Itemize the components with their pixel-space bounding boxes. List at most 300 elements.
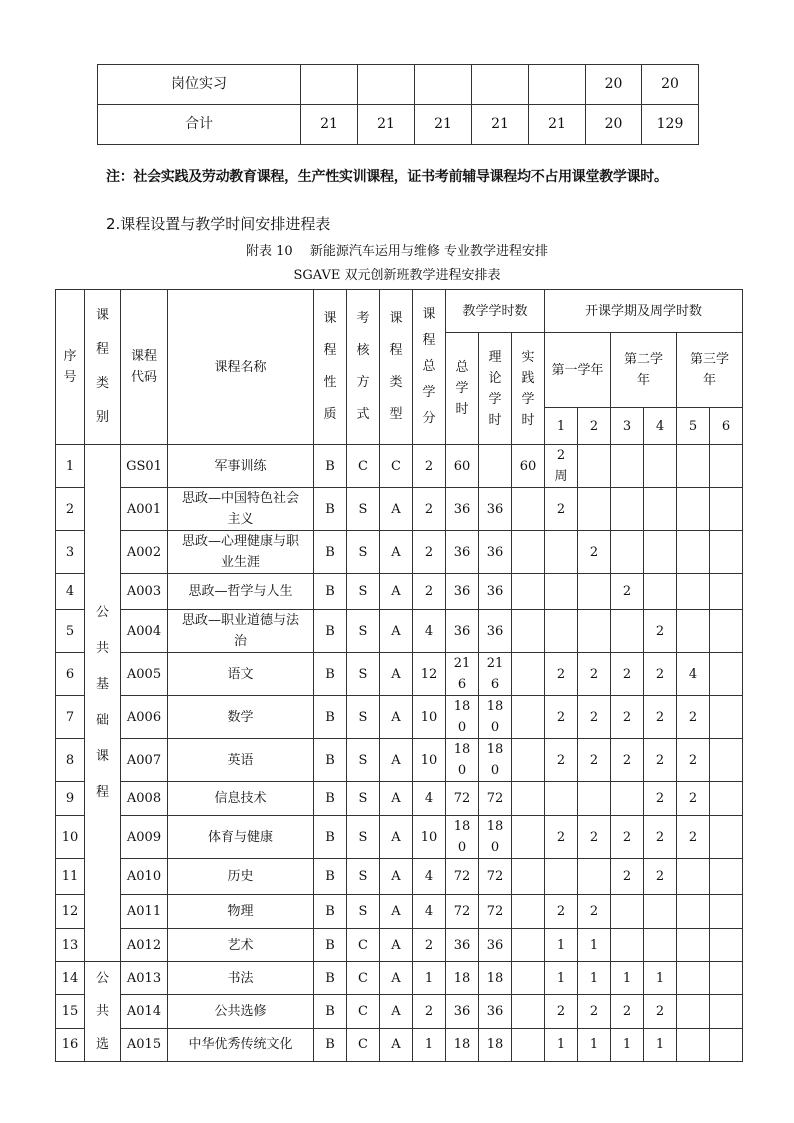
- course-code: A005: [121, 653, 168, 696]
- practice-hours: [512, 929, 545, 962]
- practice-hours: [512, 739, 545, 782]
- total-hours: 36: [446, 995, 479, 1028]
- semester-hours-6: [710, 895, 743, 929]
- row-number: 3: [56, 531, 85, 574]
- semester-hours-2: [578, 782, 611, 816]
- semester-hours-3: [611, 488, 644, 531]
- header-category: 课程类别: [85, 290, 121, 445]
- semester-hours-6: [710, 445, 743, 488]
- header-exam: 考核方式: [347, 290, 380, 445]
- total-hours: 36: [446, 488, 479, 531]
- header-year2: 第二学年: [611, 333, 677, 408]
- course-credits: 4: [413, 895, 446, 929]
- course-credits: 2: [413, 445, 446, 488]
- table-subcaption: SGAVE 双元创新班教学进程安排表: [293, 268, 501, 283]
- course-code: A015: [121, 1028, 168, 1061]
- note-text: 注：社会实践及劳动教育课程，生产性实训课程，证书考前辅导课程均不占用课堂教学课时。: [106, 169, 668, 185]
- course-credits: 2: [413, 929, 446, 962]
- course-exam: S: [347, 739, 380, 782]
- theory-hours: 36: [479, 488, 512, 531]
- course-code: A004: [121, 610, 168, 653]
- semester-hours-2: 2: [578, 653, 611, 696]
- summary-row-label: 岗位实习: [98, 65, 301, 105]
- header-seq: 序号: [56, 290, 85, 445]
- course-exam: S: [347, 531, 380, 574]
- theory-hours: 18: [479, 962, 512, 995]
- practice-hours: [512, 1028, 545, 1061]
- course-exam: C: [347, 929, 380, 962]
- course-credits: 12: [413, 653, 446, 696]
- course-nature: B: [314, 929, 347, 962]
- semester-hours-2: 2: [578, 895, 611, 929]
- course-exam: C: [347, 1028, 380, 1061]
- practice-hours: [512, 782, 545, 816]
- course-name: 物理: [168, 895, 314, 929]
- course-nature: B: [314, 782, 347, 816]
- semester-hours-1: [545, 782, 578, 816]
- table-caption: 附表 10 新能源汽车运用与维修 专业教学进程安排: [246, 244, 548, 259]
- semester-hours-6: [710, 995, 743, 1028]
- course-type: A: [380, 531, 413, 574]
- course-name: 英语: [168, 739, 314, 782]
- summary-cell: 21: [472, 105, 529, 145]
- course-nature: B: [314, 531, 347, 574]
- course-exam: S: [347, 653, 380, 696]
- semester-hours-1: 2: [545, 653, 578, 696]
- practice-hours: [512, 995, 545, 1028]
- section-heading: 2.课程设置与教学时间安排进程表: [106, 215, 331, 233]
- row-number: 1: [56, 445, 85, 488]
- semester-hours-1: 2: [545, 816, 578, 859]
- course-type: A: [380, 739, 413, 782]
- course-type: A: [380, 859, 413, 895]
- course-nature: B: [314, 653, 347, 696]
- semester-hours-6: [710, 574, 743, 610]
- table-row: [56, 739, 743, 782]
- semester-hours-4: 2: [644, 859, 677, 895]
- summary-cell: 21: [529, 105, 586, 145]
- course-type: A: [380, 782, 413, 816]
- semester-hours-3: 2: [611, 816, 644, 859]
- row-number: 12: [56, 895, 85, 929]
- header-semester-4: 4: [644, 408, 677, 445]
- semester-hours-6: [710, 962, 743, 995]
- course-exam: S: [347, 782, 380, 816]
- header-credits: 课程总学分: [413, 290, 446, 445]
- semester-hours-3: 2: [611, 653, 644, 696]
- course-code: A010: [121, 859, 168, 895]
- semester-hours-1: 1: [545, 1028, 578, 1061]
- table-row: [56, 445, 743, 488]
- practice-hours: [512, 610, 545, 653]
- course-credits: 2: [413, 574, 446, 610]
- total-hours: 36: [446, 929, 479, 962]
- theory-hours: 36: [479, 574, 512, 610]
- semester-hours-6: [710, 929, 743, 962]
- course-name: 语文: [168, 653, 314, 696]
- total-hours: 36: [446, 610, 479, 653]
- course-name: 思政—心理健康与职业生涯: [168, 531, 314, 574]
- semester-hours-2: 2: [578, 995, 611, 1028]
- course-credits: 4: [413, 859, 446, 895]
- total-hours: 180: [446, 816, 479, 859]
- course-credits: 1: [413, 1028, 446, 1061]
- summary-table: [97, 64, 699, 145]
- course-name: 思政—哲学与人生: [168, 574, 314, 610]
- theory-hours: 36: [479, 995, 512, 1028]
- semester-hours-5: [677, 531, 710, 574]
- row-number: 6: [56, 653, 85, 696]
- semester-hours-5: [677, 962, 710, 995]
- theory-hours: [479, 445, 512, 488]
- practice-hours: [512, 531, 545, 574]
- semester-hours-4: [644, 445, 677, 488]
- row-number: 8: [56, 739, 85, 782]
- semester-hours-3: 2: [611, 859, 644, 895]
- course-type: A: [380, 488, 413, 531]
- course-nature: B: [314, 445, 347, 488]
- course-nature: B: [314, 610, 347, 653]
- total-hours: 36: [446, 531, 479, 574]
- semester-hours-3: 2: [611, 995, 644, 1028]
- course-type: A: [380, 816, 413, 859]
- semester-hours-3: 2: [611, 696, 644, 739]
- practice-hours: [512, 696, 545, 739]
- course-credits: 4: [413, 782, 446, 816]
- practice-hours: [512, 859, 545, 895]
- semester-hours-6: [710, 653, 743, 696]
- table-row: [56, 816, 743, 859]
- course-nature: B: [314, 859, 347, 895]
- total-hours: 72: [446, 782, 479, 816]
- theory-hours: 180: [479, 696, 512, 739]
- table-row: [56, 696, 743, 739]
- table-row: [56, 653, 743, 696]
- semester-hours-5: [677, 1028, 710, 1061]
- table-row: [56, 962, 743, 995]
- row-number: 4: [56, 574, 85, 610]
- theory-hours: 216: [479, 653, 512, 696]
- course-nature: B: [314, 1028, 347, 1061]
- semester-hours-1: [545, 531, 578, 574]
- category-public-basic: 公共基础课程: [85, 445, 121, 962]
- table-row: [56, 929, 743, 962]
- course-code: A009: [121, 816, 168, 859]
- course-exam: S: [347, 574, 380, 610]
- semester-hours-1: 1: [545, 962, 578, 995]
- table-row: [56, 1028, 743, 1061]
- total-hours: 180: [446, 696, 479, 739]
- header-semester-2: 2: [578, 408, 611, 445]
- course-name: 数学: [168, 696, 314, 739]
- semester-hours-2: [578, 859, 611, 895]
- semester-hours-1: 2周: [545, 445, 578, 488]
- semester-hours-5: 2: [677, 816, 710, 859]
- course-name: 历史: [168, 859, 314, 895]
- summary-cell: [358, 65, 415, 105]
- semester-hours-2: 1: [578, 1028, 611, 1061]
- semester-hours-2: 2: [578, 816, 611, 859]
- summary-cell: [529, 65, 586, 105]
- course-code: A008: [121, 782, 168, 816]
- semester-hours-6: [710, 488, 743, 531]
- header-practice-hours: 实践学时: [512, 333, 545, 445]
- semester-hours-2: 1: [578, 929, 611, 962]
- semester-hours-4: 1: [644, 962, 677, 995]
- header-type: 课程类型: [380, 290, 413, 445]
- semester-hours-1: [545, 610, 578, 653]
- semester-hours-4: [644, 488, 677, 531]
- table-row: [56, 610, 743, 653]
- summary-cell: 20: [642, 65, 699, 105]
- row-number: 7: [56, 696, 85, 739]
- header-year3: 第三学年: [677, 333, 743, 408]
- semester-hours-4: 2: [644, 816, 677, 859]
- course-type: A: [380, 1028, 413, 1061]
- row-number: 11: [56, 859, 85, 895]
- table-row: [56, 488, 743, 531]
- course-code: A014: [121, 995, 168, 1028]
- semester-hours-1: 2: [545, 995, 578, 1028]
- semester-hours-2: [578, 574, 611, 610]
- course-nature: B: [314, 816, 347, 859]
- table-row: [56, 531, 743, 574]
- summary-cell: [415, 65, 472, 105]
- semester-hours-2: [578, 445, 611, 488]
- course-nature: B: [314, 696, 347, 739]
- header-nature: 课程性质: [314, 290, 347, 445]
- total-hours: 36: [446, 574, 479, 610]
- course-code: A006: [121, 696, 168, 739]
- theory-hours: 72: [479, 859, 512, 895]
- semester-hours-4: 2: [644, 610, 677, 653]
- semester-hours-6: [710, 816, 743, 859]
- course-credits: 2: [413, 488, 446, 531]
- table-row: [56, 895, 743, 929]
- course-exam: C: [347, 445, 380, 488]
- course-nature: B: [314, 895, 347, 929]
- row-number: 13: [56, 929, 85, 962]
- semester-hours-5: 2: [677, 696, 710, 739]
- total-hours: 72: [446, 895, 479, 929]
- course-name: 体育与健康: [168, 816, 314, 859]
- course-exam: C: [347, 995, 380, 1028]
- semester-hours-3: [611, 929, 644, 962]
- total-hours: 216: [446, 653, 479, 696]
- semester-hours-1: [545, 574, 578, 610]
- header-hours-group: 教学学时数: [446, 290, 545, 333]
- course-exam: S: [347, 895, 380, 929]
- semester-hours-4: [644, 895, 677, 929]
- course-type: A: [380, 653, 413, 696]
- semester-hours-3: 1: [611, 962, 644, 995]
- semester-hours-3: 2: [611, 739, 644, 782]
- semester-hours-3: 1: [611, 1028, 644, 1061]
- course-credits: 10: [413, 816, 446, 859]
- course-type: A: [380, 995, 413, 1028]
- header-semester-3: 3: [611, 408, 644, 445]
- semester-hours-3: [611, 610, 644, 653]
- summary-row: [98, 65, 699, 105]
- semester-hours-5: 2: [677, 782, 710, 816]
- table-row: [56, 782, 743, 816]
- row-number: 5: [56, 610, 85, 653]
- semester-hours-6: [710, 859, 743, 895]
- row-number: 16: [56, 1028, 85, 1061]
- semester-hours-2: 2: [578, 531, 611, 574]
- header-theory-hours: 理论学时: [479, 333, 512, 445]
- semester-hours-2: [578, 610, 611, 653]
- semester-hours-4: 2: [644, 739, 677, 782]
- row-number: 2: [56, 488, 85, 531]
- semester-hours-5: [677, 995, 710, 1028]
- semester-hours-2: 1: [578, 962, 611, 995]
- course-credits: 10: [413, 696, 446, 739]
- summary-cell: 21: [301, 105, 358, 145]
- table-row: [56, 859, 743, 895]
- total-hours: 60: [446, 445, 479, 488]
- summary-cell: 20: [586, 105, 642, 145]
- theory-hours: 180: [479, 816, 512, 859]
- course-code: GS01: [121, 445, 168, 488]
- course-type: A: [380, 929, 413, 962]
- semester-hours-1: 1: [545, 929, 578, 962]
- row-number: 9: [56, 782, 85, 816]
- course-credits: 2: [413, 995, 446, 1028]
- header-semester-1: 1: [545, 408, 578, 445]
- semester-hours-5: 4: [677, 653, 710, 696]
- header-total-hours: 总学时: [446, 333, 479, 445]
- row-number: 10: [56, 816, 85, 859]
- semester-hours-5: [677, 859, 710, 895]
- semester-hours-5: 2: [677, 739, 710, 782]
- course-nature: B: [314, 739, 347, 782]
- total-hours: 72: [446, 859, 479, 895]
- course-name: 公共选修: [168, 995, 314, 1028]
- semester-hours-4: 2: [644, 782, 677, 816]
- course-type: C: [380, 445, 413, 488]
- practice-hours: [512, 574, 545, 610]
- course-exam: C: [347, 962, 380, 995]
- semester-hours-1: [545, 859, 578, 895]
- summary-cell: [472, 65, 529, 105]
- practice-hours: 60: [512, 445, 545, 488]
- course-name: 军事训练: [168, 445, 314, 488]
- course-credits: 4: [413, 610, 446, 653]
- course-name: 信息技术: [168, 782, 314, 816]
- course-nature: B: [314, 995, 347, 1028]
- header-semester-5: 5: [677, 408, 710, 445]
- practice-hours: [512, 962, 545, 995]
- course-credits: 10: [413, 739, 446, 782]
- semester-hours-6: [710, 531, 743, 574]
- row-number: 14: [56, 962, 85, 995]
- semester-hours-3: 2: [611, 574, 644, 610]
- practice-hours: [512, 895, 545, 929]
- theory-hours: 36: [479, 610, 512, 653]
- course-code: A003: [121, 574, 168, 610]
- semester-hours-4: 2: [644, 696, 677, 739]
- practice-hours: [512, 653, 545, 696]
- course-exam: S: [347, 610, 380, 653]
- summary-row-label: 合计: [98, 105, 301, 145]
- summary-cell: [301, 65, 358, 105]
- course-nature: B: [314, 962, 347, 995]
- semester-hours-5: [677, 610, 710, 653]
- course-credits: 1: [413, 962, 446, 995]
- schedule-table: [55, 289, 743, 1062]
- semester-hours-5: [677, 445, 710, 488]
- summary-cell: 21: [358, 105, 415, 145]
- summary-row: [98, 105, 699, 145]
- header-code: 课程代码: [121, 290, 168, 445]
- course-code: A001: [121, 488, 168, 531]
- course-code: A002: [121, 531, 168, 574]
- course-name: 书法: [168, 962, 314, 995]
- theory-hours: 18: [479, 1028, 512, 1061]
- semester-hours-6: [710, 739, 743, 782]
- semester-hours-5: [677, 488, 710, 531]
- course-name: 中华优秀传统文化: [168, 1028, 314, 1061]
- course-nature: B: [314, 488, 347, 531]
- semester-hours-4: 2: [644, 653, 677, 696]
- category-public-elective: 公共选: [85, 962, 121, 1062]
- total-hours: 18: [446, 962, 479, 995]
- course-name: 思政—中国特色社会主义: [168, 488, 314, 531]
- theory-hours: 36: [479, 531, 512, 574]
- course-code: A013: [121, 962, 168, 995]
- course-exam: S: [347, 859, 380, 895]
- course-code: A007: [121, 739, 168, 782]
- header-semester-6: 6: [710, 408, 743, 445]
- course-exam: S: [347, 488, 380, 531]
- course-type: A: [380, 895, 413, 929]
- course-type: A: [380, 574, 413, 610]
- semester-hours-5: [677, 895, 710, 929]
- course-code: A012: [121, 929, 168, 962]
- table-row: [56, 574, 743, 610]
- theory-hours: 36: [479, 929, 512, 962]
- summary-cell: 21: [415, 105, 472, 145]
- total-hours: 18: [446, 1028, 479, 1061]
- semester-hours-4: [644, 531, 677, 574]
- semester-hours-5: [677, 574, 710, 610]
- semester-hours-3: [611, 895, 644, 929]
- semester-hours-4: [644, 574, 677, 610]
- semester-hours-6: [710, 782, 743, 816]
- table-row: [56, 995, 743, 1028]
- course-type: A: [380, 696, 413, 739]
- semester-hours-6: [710, 1028, 743, 1061]
- semester-hours-2: 2: [578, 739, 611, 782]
- semester-hours-6: [710, 610, 743, 653]
- semester-hours-6: [710, 696, 743, 739]
- semester-hours-1: 2: [545, 739, 578, 782]
- practice-hours: [512, 816, 545, 859]
- header-year1: 第一学年: [545, 333, 611, 408]
- semester-hours-4: 1: [644, 1028, 677, 1061]
- semester-hours-4: 2: [644, 995, 677, 1028]
- practice-hours: [512, 488, 545, 531]
- theory-hours: 72: [479, 782, 512, 816]
- course-name: 思政—职业道德与法治: [168, 610, 314, 653]
- course-type: A: [380, 610, 413, 653]
- semester-hours-3: [611, 782, 644, 816]
- header-course-name: 课程名称: [168, 290, 314, 445]
- semester-hours-2: [578, 488, 611, 531]
- theory-hours: 180: [479, 739, 512, 782]
- course-nature: B: [314, 574, 347, 610]
